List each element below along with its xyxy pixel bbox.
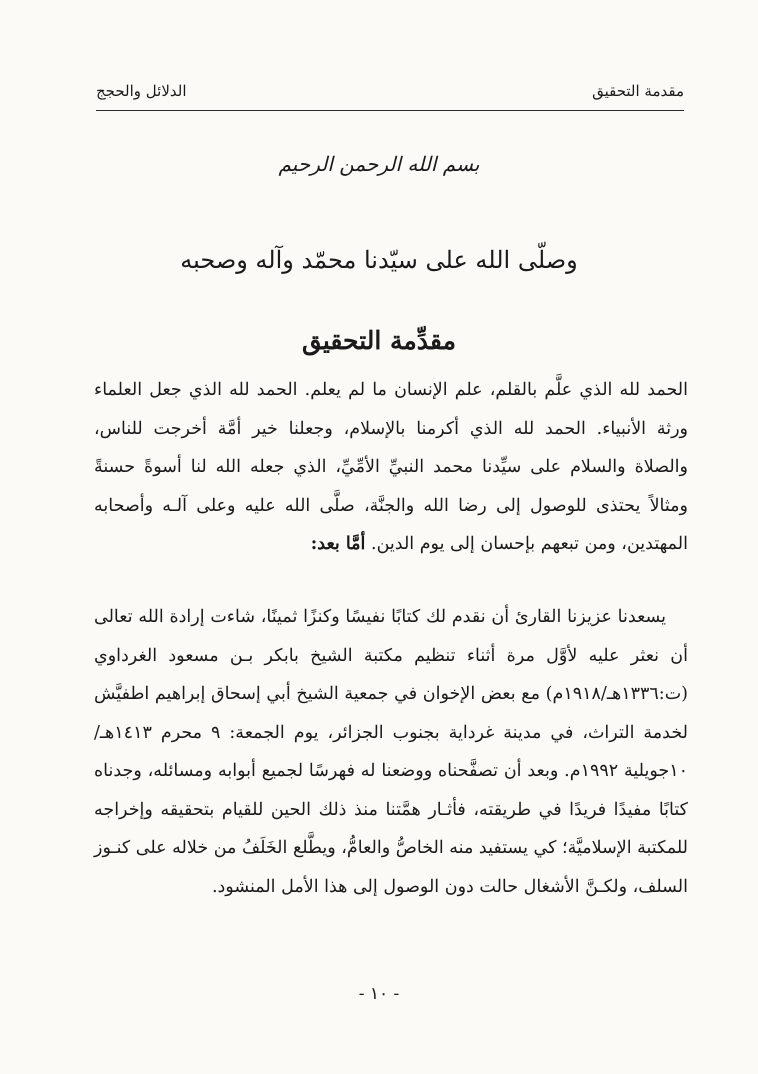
salutation-line: وصلّى الله على سيّدنا محمّد وآله وصحبه (180, 246, 578, 274)
header-section-title: مقدمة التحقيق (592, 82, 684, 100)
amma-bad-phrase: أمَّا بعد: (310, 534, 366, 554)
running-header (96, 82, 684, 110)
page-number: - ١٠ - (358, 984, 400, 1004)
header-divider (96, 110, 684, 111)
paragraph-praise-text: الحمد لله الذي علَّم بالقلم، علم الإنسان ما لم يعلم. الحمد لله الذي جعل العلماء ورثة الأنبياء. الحمد لله الذي أكرمنا بالإسلام، وجعلنا خير أمَّة أخرجت للناس، والصلاة والسلام على سيِّدنا محمد النبيِّ الأمِّيِّ، الذي جعله الله لنا أسوةً حسنةً ومثالاً يحتذى للوصول إلى رضا الله والجنَّة، صلَّى الله عليه وعلى آلـه وأصحابه المهتدين، ومن تبعهم بإحسان إلى يوم الدين. (94, 380, 688, 554)
paragraph-discovery: يسعدنا عزيزنا القارئ أن نقدم لك كتابًا نفيسًا وكنزًا ثمينًا، شاءت إرادة الله تعالى أن نعثر عليه لأوَّل مرة أثناء تنظيم مكتبة الشيخ بابكر بـن مسعود الغرداوي (ت:١٣٣٦هـ/١٩١٨م) مع بعض الإخوان في جمعية الشيخ أبي إسحاق إبراهيم اطفيَّش لخدمة التراث، في مدينة غرداية بجنوب الجزائر، يوم الجمعة: ٩ محرم ١٤١٣هـ/١٠جويلية ١٩٩٢م. وبعد أن تصفَّحناه ووضعنا له فهرسًا لجميع أبوابه ومسائله، وجدناه كتابًا مفيدًا فريدًا في طريقته، فأثـار همَّتنا منذ ذلك الحين للقيام بتحقيقه وإخراجه للمكتبة الإسلاميَّة؛ كي يستفيد منه الخاصُّ والعامُّ، ويطَّلع الخَلَفُ من خلاله على كنـوز السلف، ولكـنَّ الأشغال حالت دون الوصول إلى هذا الأمل المنشود. (94, 607, 689, 897)
header-book-title: الدلائل والحجج (96, 82, 187, 100)
basmala-calligraphy: بسم الله الرحمن الرحيم (278, 152, 480, 176)
paragraph-praise (94, 371, 688, 564)
section-heading: مقدِّمة التحقيق (302, 326, 456, 355)
